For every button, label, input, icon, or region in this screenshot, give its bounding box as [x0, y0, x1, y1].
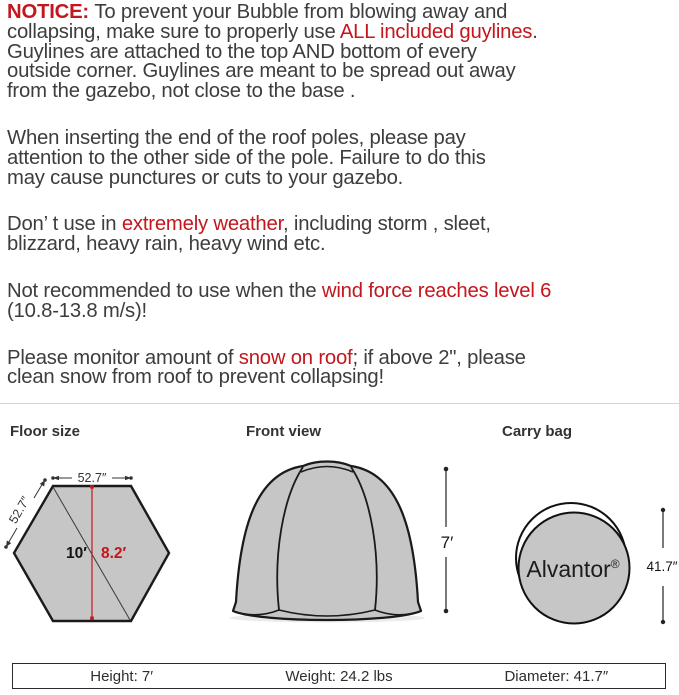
dimension-end-square: [90, 617, 94, 621]
notice-text: attention to the other side of the pole. Failure to do this: [7, 146, 486, 169]
notice-highlight-text: snow on roof: [238, 346, 353, 369]
notice-paragraph: [7, 126, 672, 189]
spec-table: [12, 663, 666, 689]
notice-text: To prevent your Bubble from blowing away and: [94, 1, 508, 23]
tent-height-dimension-label: 7′: [440, 533, 454, 552]
notice-text: .: [532, 20, 538, 43]
notice-text-block: [7, 3, 672, 388]
floor-size-heading: Floor size: [10, 423, 81, 440]
notice-text: clean snow from roof to prevent collapsing!: [7, 366, 384, 389]
diagonal-dimension-label: 10′: [66, 545, 87, 562]
front-view-diagram: [229, 462, 453, 623]
notice-text: Guylines are attached to the top AND bottom of every: [7, 40, 477, 63]
notice-text: may cause punctures or cuts to your gazebo.: [7, 166, 404, 189]
bag-diameter-dimension-label: 41.7″: [646, 559, 678, 574]
carry-bag-diagram: [516, 503, 678, 624]
side-width-dimension-label: 52.7″: [6, 494, 33, 526]
bag-brand-label: [526, 556, 619, 582]
notice-highlight-text: extremely weather: [121, 213, 284, 236]
notice-text: blizzard, heavy rain, heavy wind etc.: [7, 233, 326, 256]
notice-text: (10.8-13.8 m/s)!: [7, 299, 147, 322]
dimension-end-square: [90, 485, 94, 489]
floor-hexagon-diagram: [4, 471, 169, 621]
flat-width-dimension-label: 8.2′: [101, 545, 127, 562]
spec-height: Height: 7′: [90, 667, 154, 685]
notice-text: Please monitor amount of: [7, 346, 239, 369]
notice-text: from the gazebo, not close to the base .: [7, 80, 356, 103]
notice-paragraph: [7, 346, 672, 389]
registered-trademark-mark: ®: [610, 557, 620, 571]
dimensions-diagram: [0, 450, 679, 650]
notice-line: [7, 166, 672, 189]
notice-text: Not recommended to use when the: [7, 279, 322, 302]
notice-line: [7, 299, 672, 322]
notice-text: Don’ t use in: [7, 213, 122, 236]
notice-text: outside corner. Guylines are meant to be spread out away: [7, 60, 516, 83]
notice-line: [7, 235, 672, 255]
spec-diameter: Diameter: 41.7″: [504, 667, 609, 685]
front-view-heading: Front view: [246, 423, 322, 440]
notice-paragraph: [7, 215, 672, 255]
section-divider: [0, 403, 679, 404]
notice-highlight-text: wind force reaches level 6: [321, 279, 552, 302]
tent-outline-shape: [233, 462, 421, 621]
notice-paragraph: [7, 3, 672, 102]
notice-highlight-text: NOTICE:: [7, 1, 95, 23]
notice-line: [7, 82, 672, 102]
notice-text: ; if above 2", please: [352, 346, 526, 369]
carry-bag-heading: Carry bag: [502, 423, 573, 440]
notice-text: When inserting the end of the roof poles, please pay: [7, 126, 466, 149]
notice-text: collapsing, make sure to properly use: [7, 20, 340, 43]
notice-text: , including storm , sleet,: [283, 213, 491, 236]
spec-weight: Weight: 24.2 lbs: [285, 667, 393, 685]
notice-paragraph: [7, 279, 672, 322]
notice-highlight-text: ALL included guylines: [339, 20, 533, 43]
top-width-dimension-label: 52.7″: [77, 471, 107, 485]
brand-text: Alvantor: [526, 556, 611, 582]
notice-line: [7, 368, 672, 388]
